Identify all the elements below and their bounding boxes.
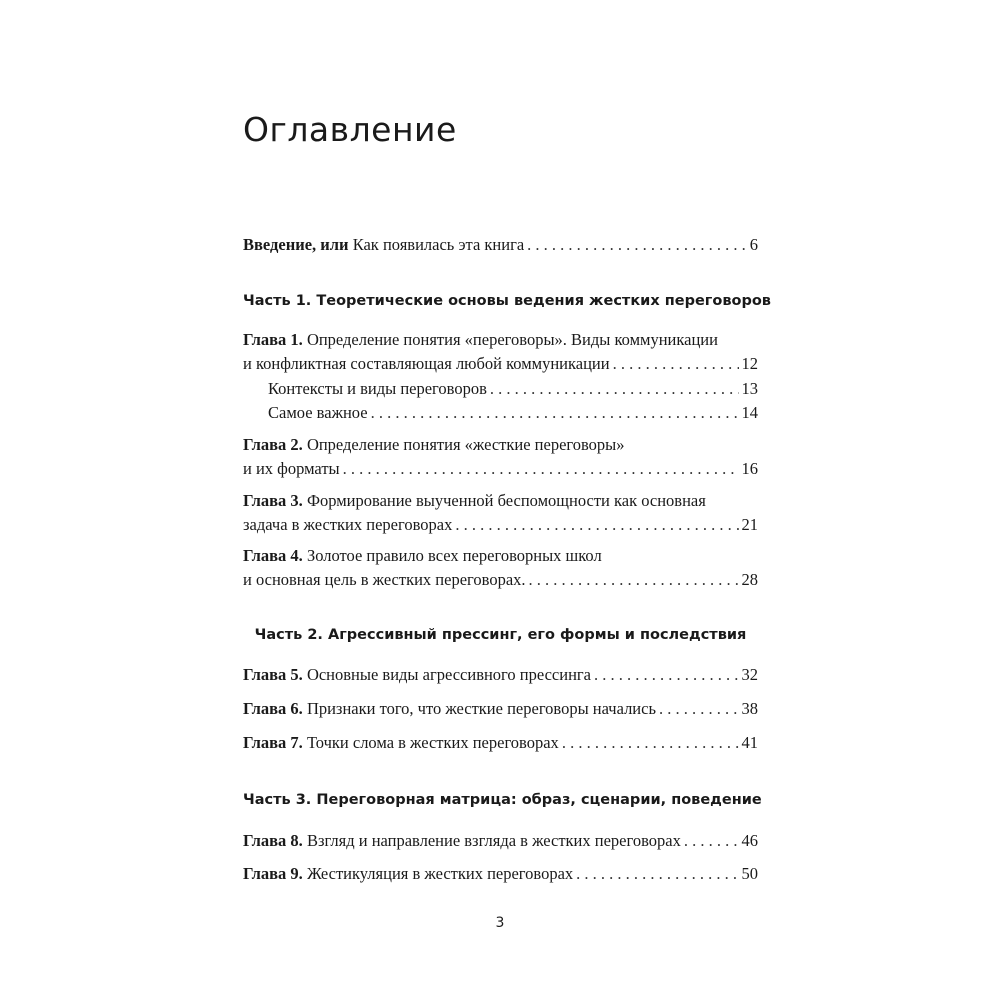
page-ref: 32	[741, 665, 758, 684]
entry-label: Глава 5.	[243, 665, 303, 684]
leader-dots	[562, 731, 739, 755]
leader-dots	[613, 352, 739, 376]
toc-subentry-important	[268, 401, 758, 425]
entry-title: Самое важное	[268, 403, 368, 422]
page-title: Оглавление	[243, 110, 457, 149]
page-ref: 6	[749, 235, 758, 254]
part-heading-1: Часть 1. Теоретические основы ведения жестких переговоров	[243, 293, 771, 309]
page-ref: 41	[741, 733, 758, 752]
entry-title: Золотое правило всех переговорных школ	[302, 546, 602, 565]
entry-label: Глава 6.	[243, 699, 303, 718]
leader-dots	[684, 829, 739, 853]
entry-title: Определение понятия «переговоры». Виды коммуникации	[302, 330, 718, 349]
entry-title: Определение понятия «жесткие переговоры»	[302, 435, 625, 454]
leader-dots	[490, 377, 739, 401]
entry-label: Глава 1.	[243, 330, 303, 349]
toc-entry-ch8	[243, 829, 758, 853]
entry-title: Взгляд и направление взгляда в жестких переговорах	[302, 831, 681, 850]
page-ref: 13	[741, 379, 758, 398]
entry-label: Глава 4.	[243, 546, 303, 565]
page-ref: 38	[741, 699, 758, 718]
entry-title-cont: и конфликтная составляющая любой коммуникации	[243, 354, 610, 373]
toc-entry-ch9	[243, 862, 758, 886]
entry-title: Формирование выученной беспомощности как основная	[302, 491, 706, 510]
toc-entry-ch4	[243, 544, 758, 592]
entry-title-cont: и основная цель в жестких переговорах.	[243, 570, 526, 589]
page-ref: 12	[741, 354, 758, 373]
page-ref: 14	[741, 403, 758, 422]
part-heading-2: Часть 2. Агрессивный прессинг, его формы и последствия	[254, 627, 747, 643]
toc-entry-ch6	[243, 697, 758, 721]
leader-dots	[529, 568, 739, 592]
toc-entry-ch3	[243, 489, 758, 537]
entry-title-cont: и их форматы	[243, 459, 340, 478]
page-number: 3	[495, 915, 505, 931]
toc-entry-intro	[243, 233, 758, 257]
leader-dots	[594, 663, 738, 687]
leader-dots	[371, 401, 739, 425]
toc-entry-ch2	[243, 433, 758, 481]
leader-dots	[659, 697, 739, 721]
page-ref: 28	[741, 570, 758, 589]
entry-title: Контексты и виды переговоров	[268, 379, 487, 398]
leader-dots	[576, 862, 738, 886]
entry-title: Как появилась эта книга	[348, 235, 525, 254]
leader-dots	[455, 513, 738, 537]
page-ref: 50	[741, 864, 758, 883]
entry-label: Глава 9.	[243, 864, 303, 883]
page-ref: 21	[741, 515, 758, 534]
entry-title: Точки слома в жестких переговорах	[302, 733, 559, 752]
entry-title-cont: задача в жестких переговорах	[243, 515, 453, 534]
toc-entry-ch7	[243, 731, 758, 755]
leader-dots	[343, 457, 739, 481]
entry-title: Основные виды агрессивного прессинга	[302, 665, 592, 684]
entry-label: Глава 7.	[243, 733, 303, 752]
toc-subentry-contexts	[268, 377, 758, 401]
toc-entry-ch5	[243, 663, 758, 687]
leader-dots	[527, 233, 747, 257]
part-heading-3: Часть 3. Переговорная матрица: образ, сценарии, поведение	[243, 792, 762, 808]
entry-label: Глава 3.	[243, 491, 303, 510]
entry-title: Жестикуляция в жестких переговорах	[302, 864, 574, 883]
page-ref: 16	[741, 459, 758, 478]
entry-title: Признаки того, что жесткие переговоры начались	[302, 699, 656, 718]
entry-label: Глава 2.	[243, 435, 303, 454]
entry-label: Введение, или	[243, 235, 349, 254]
entry-label: Глава 8.	[243, 831, 303, 850]
page-ref: 46	[741, 831, 758, 850]
toc-entry-ch1	[243, 328, 758, 376]
